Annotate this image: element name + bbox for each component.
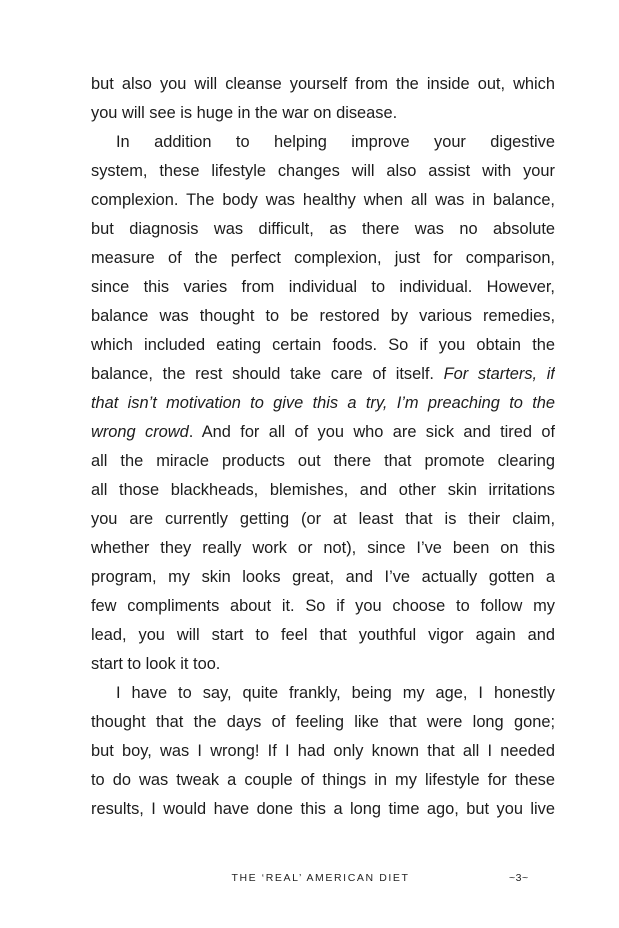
text-line: few compliments about it. So if you choose to follow my xyxy=(91,597,555,615)
italic-text-line: that isn’t motivation to give this a try, I’m preaching to the xyxy=(91,394,555,412)
text-run: . And for all of you who are sick and tired of xyxy=(188,423,555,441)
text-line: but boy, was I wrong! If I had only known that all I needed xyxy=(91,742,555,760)
text-line: but diagnosis was difficult, as there was no absolute xyxy=(91,220,555,238)
text-line: lead, you will start to feel that youthful vigor again and xyxy=(91,626,555,644)
text-line: to do was tweak a couple of things in my lifestyle for these xyxy=(91,771,555,789)
paragraph-3 xyxy=(91,679,555,824)
text-line: I have to say, quite frankly, being my age, I honestly xyxy=(116,684,555,702)
italic-text-run: For starters, if xyxy=(443,365,555,383)
text-line: start to look it too. xyxy=(91,655,221,673)
text-line: results, I would have done this a long time ago, but you live xyxy=(91,800,555,818)
text-line: all those blackheads, blemishes, and other skin irritations xyxy=(91,481,555,499)
page-number: ~3~ xyxy=(509,872,529,884)
text-run: balance, the rest should take care of itself. xyxy=(91,365,444,383)
text-line: balance was thought to be restored by various remedies, xyxy=(91,307,555,325)
body-text xyxy=(91,70,555,824)
text-line: whether they really work or not), since I’ve been on this xyxy=(91,539,555,557)
paragraph-1 xyxy=(91,70,555,128)
text-line: since this varies from individual to individual. However, xyxy=(91,278,555,296)
running-footer-title: THE ‘REAL’ AMERICAN DIET xyxy=(231,872,410,884)
text-line: system, these lifestyle changes will also assist with your xyxy=(91,162,555,180)
text-line-mixed xyxy=(91,418,555,447)
italic-text-run: wrong crowd xyxy=(91,423,189,441)
text-line-mixed xyxy=(91,360,555,389)
paragraph-2 xyxy=(91,128,555,679)
text-line: you will see is huge in the war on disease. xyxy=(91,104,398,122)
text-line: measure of the perfect complexion, just for comparison, xyxy=(91,249,555,267)
text-line: complexion. The body was healthy when all was in balance, xyxy=(91,191,555,209)
text-line: program, my skin looks great, and I’ve actually gotten a xyxy=(91,568,555,586)
text-line: you are currently getting (or at least that is their claim, xyxy=(91,510,555,528)
text-line: all the miracle products out there that promote clearing xyxy=(91,452,555,470)
text-line: thought that the days of feeling like that were long gone; xyxy=(91,713,555,731)
text-line: which included eating certain foods. So if you obtain the xyxy=(91,336,555,354)
text-line: In addition to helping improve your digestive xyxy=(116,133,555,151)
text-line: but also you will cleanse yourself from the inside out, which xyxy=(91,75,555,93)
